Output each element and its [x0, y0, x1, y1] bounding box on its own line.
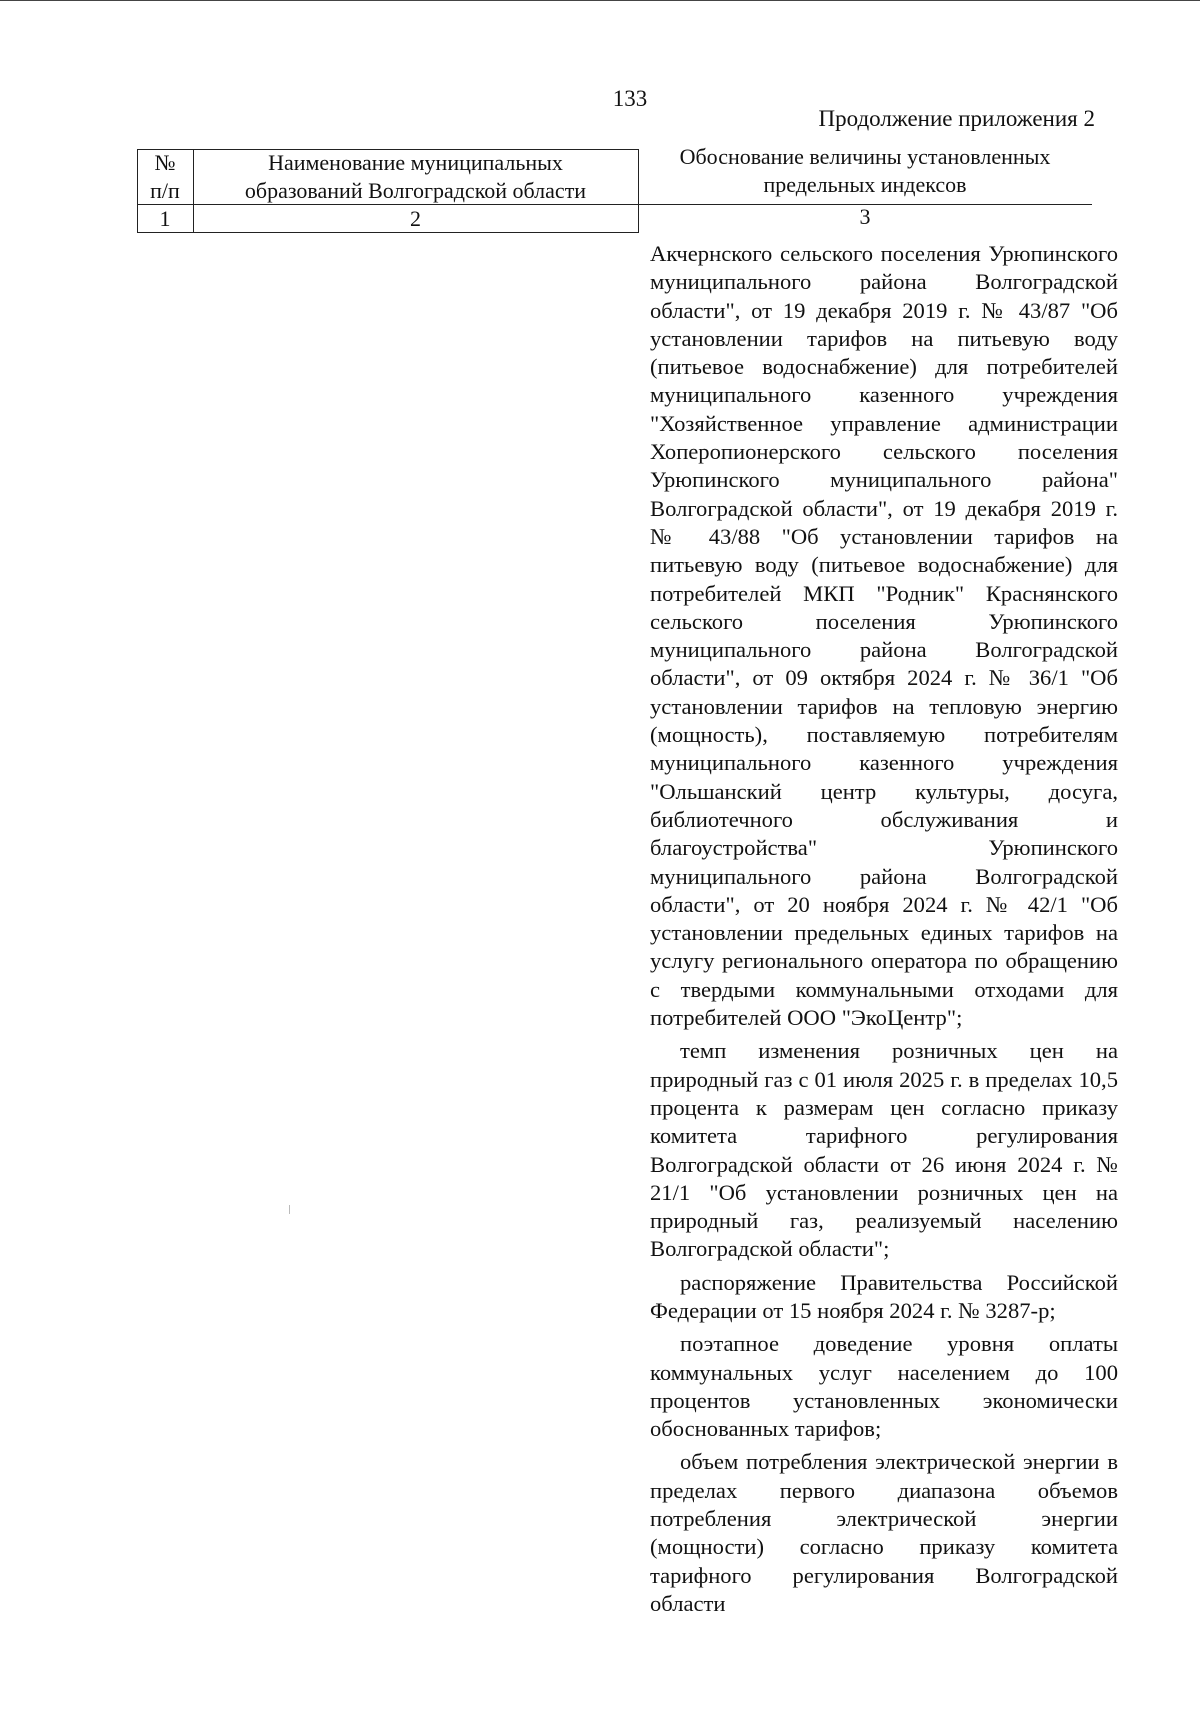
justification-text — [650, 240, 1118, 1618]
appendix-continuation-label: Продолжение приложения 2 — [818, 106, 1095, 131]
col2-number: 2 — [410, 206, 421, 231]
col1-heading-line1: № — [154, 150, 176, 175]
table-border-bottom — [137, 232, 638, 233]
table-header — [137, 144, 1092, 233]
paragraph-government-order: распоряжение Правительства Российской Федерации от 15 ноября 2024 г. № 3287-р; — [650, 1269, 1118, 1323]
paragraph-resolutions-list: Акчернского сельского поселения Урюпинского муниципального района Волгоградской области", от 19 декабря 2019 г. № 43/87 "Об установлении тарифов на питьевую воду (питьевое водоснабжение) для потребителей муниципального казенного учреждения "Хозяйственное управление администрации Хоперопионерского сельского поселения Урюпинского муниципального района" Волгоградской области", от 19 декабря 2019 г. № 43/88 "Об установлении тарифов на питьевую воду (питьевое водоснабжение) для потребителей МКП "Родник" Краснянского сельского поселения Урюпинского муниципального района Волгоградской области", от 09 октября 2024 г. № 36/1 "Об установлении тарифов на тепловую энергию (мощность), поставляемую потребителям муниципального казенного учреждения "Ольшанский центр культуры, досуга, библиотечного обслуживания и благоустройства" Урюпинского муниципального района Волгоградской области", от 20 ноября 2024 г. № 42/1 "Об установлении предельных единых тарифов на услугу регионального оператора по обращению с твердыми коммунальными отходами для потребителей ООО "ЭкоЦентр"; — [650, 241, 1118, 1031]
scan-speck — [289, 1205, 290, 1214]
paragraph-electricity-volume: объем потребления электрической энергии в пределах первого диапазона объемов потребления электрической энергии (мощности) согласно приказу комитета тарифного регулирования Волгоградской области — [650, 1449, 1118, 1616]
col1-heading-line2: п/п — [150, 178, 180, 203]
col2-heading-line1: Наименование муниципальных — [268, 150, 563, 175]
col2-heading-line2: образований Волгоградской области — [244, 178, 587, 203]
page-number: 133 — [612, 86, 648, 111]
col1-number: 1 — [159, 206, 171, 231]
paragraph-gas-prices: темп изменения розничных цен на природный газ с 01 июля 2025 г. в пределах 10,5 процента к размерам цен согласно приказу комитета тарифного регулирования Волгоградской области от 26 июня 2024 г. № 21/1 "Об установлении розничных цен на природный газ, реализуемый населению Волгоградской области"; — [650, 1038, 1118, 1262]
paragraph-payment-level: поэтапное доведение уровня оплаты коммунальных услуг населением до 100 процентов установленных экономически обоснованных тарифов; — [650, 1331, 1118, 1442]
col3-heading-line2: предельных индексов — [763, 172, 967, 197]
col3-heading-line1: Обоснование величины установленных — [679, 144, 1051, 169]
col3-number: 3 — [859, 204, 871, 229]
page-top-edge — [0, 0, 1200, 1]
